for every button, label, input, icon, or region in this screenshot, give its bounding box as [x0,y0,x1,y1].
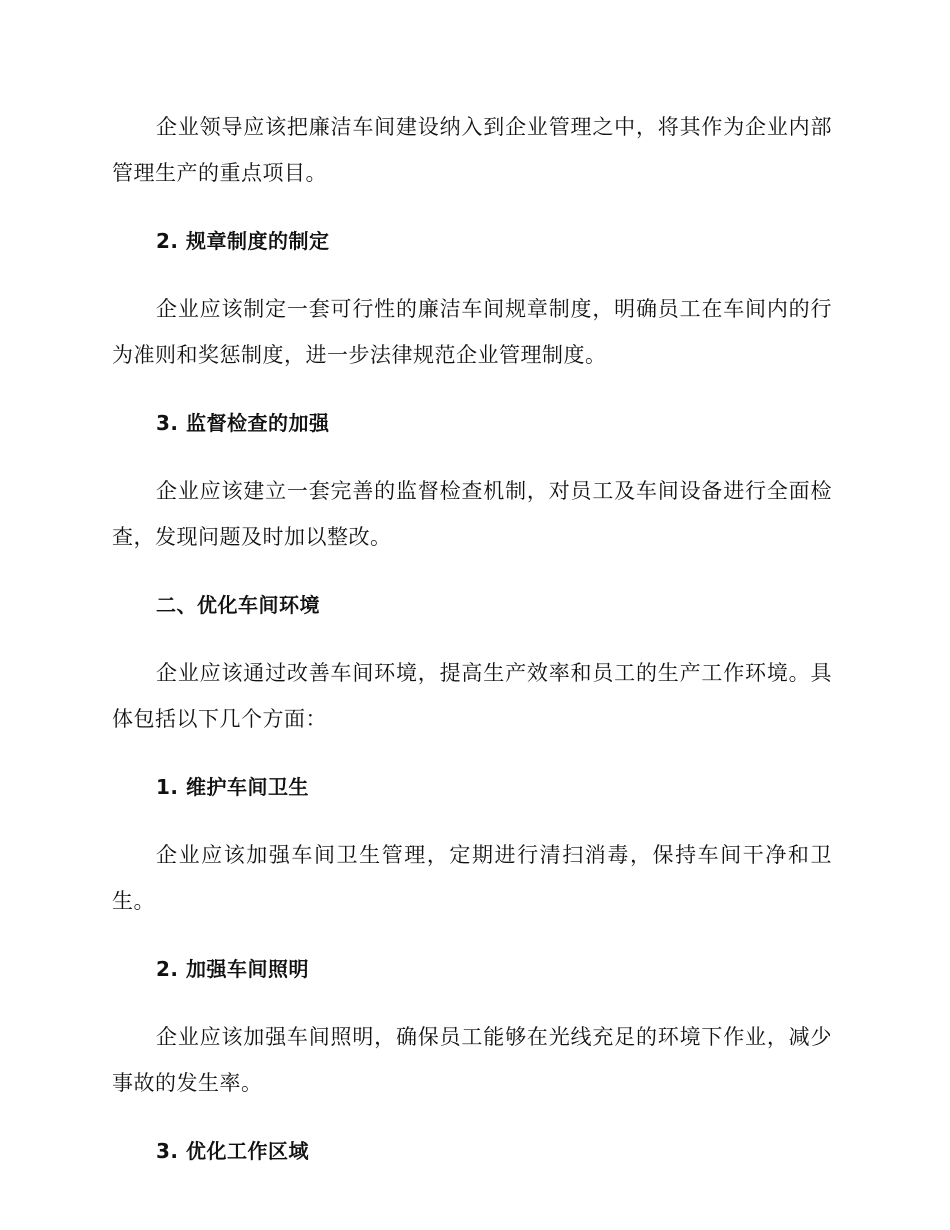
paragraph: 企业领导应该把廉洁车间建设纳入到企业管理之中，将其作为企业内部管理生产的重点项目。 [112,115,832,185]
section-heading: 3. 监督检查的加强 [156,411,330,435]
paragraph: 企业应该加强车间卫生管理，定期进行清扫消毒，保持车间干净和卫生。 [112,843,832,913]
document-body [112,104,832,1174]
paragraph: 企业应该制定一套可行性的廉洁车间规章制度，明确员工在车间内的行为准则和奖惩制度，进一步法律规范企业管理制度。 [112,297,832,367]
section-heading: 2. 加强车间照明 [156,957,309,981]
paragraph: 企业应该通过改善车间环境，提高生产效率和员工的生产工作环境。具体包括以下几个方面： [112,661,832,731]
section-heading: 1. 维护车间卫生 [156,775,309,799]
paragraph: 企业应该建立一套完善的监督检查机制，对员工及车间设备进行全面检查，发现问题及时加以整改。 [112,479,832,549]
section-heading: 2. 规章制度的制定 [156,229,330,253]
section-heading: 3. 优化工作区域 [156,1139,309,1163]
section-heading: 二、优化车间环境 [156,593,320,617]
paragraph: 企业应该加强车间照明，确保员工能够在光线充足的环境下作业，减少事故的发生率。 [112,1025,832,1095]
